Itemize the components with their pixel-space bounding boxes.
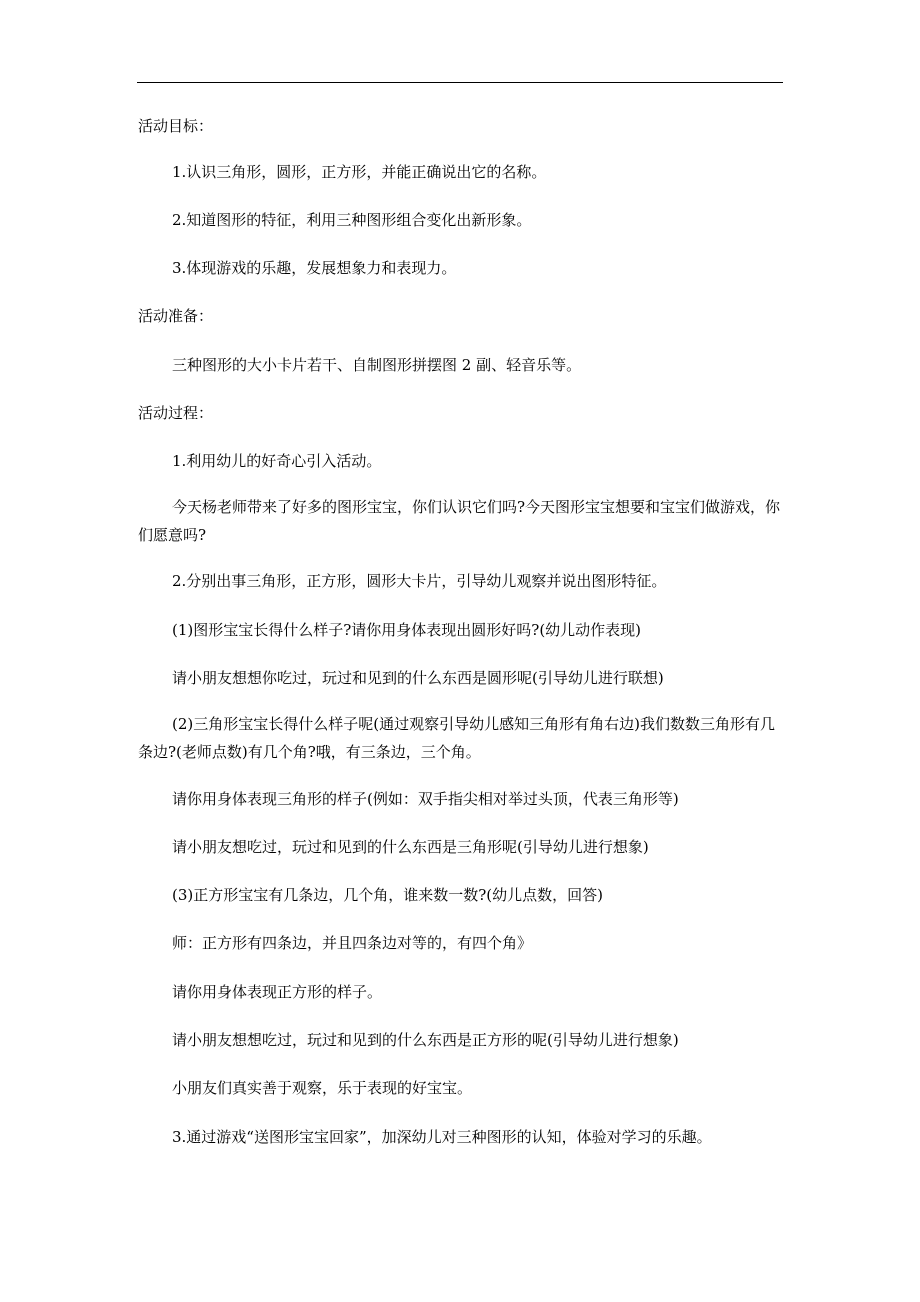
process-step: 3.通过游戏“送图形宝宝回家”，加深幼儿对三种图形的认知，体验对学习的乐趣。 xyxy=(172,1128,712,1146)
process-paragraph: (2)三角形宝宝长得什么样子呢(通过观察引导幼儿感知三角形有角右边)我们数数三角形有几条边?(老师点数)有几个角?哦，有三条边，三个角。 xyxy=(138,715,775,761)
goal-item: 1.认识三角形，圆形，正方形，并能正确说出它的名称。 xyxy=(172,163,547,181)
process-step: 2.分别出事三角形，正方形，圆形大卡片，引导幼儿观察并说出图形特征。 xyxy=(172,572,667,590)
process-heading: 活动过程： xyxy=(138,404,214,422)
goal-item: 2.知道图形的特征，利用三种图形组合变化出新形象。 xyxy=(172,211,532,229)
process-paragraph: 师：正方形有四条边，并且四条边对等的，有四个角》 xyxy=(172,934,533,952)
process-paragraph: 今天杨老师带来了好多的图形宝宝，你们认识它们吗?今天图形宝宝想要和宝宝们做游戏，你们愿意吗? xyxy=(138,498,781,544)
process-paragraph: (1)图形宝宝长得什么样子?请你用身体表现出圆形好吗?(幼儿动作表现) xyxy=(172,621,642,639)
process-paragraph: 请小朋友想想吃过，玩过和见到的什么东西是正方形的呢(引导幼儿进行想象) xyxy=(172,1031,679,1049)
process-paragraph: 请你用身体表现正方形的样子。 xyxy=(172,983,383,1001)
goal-heading: 活动目标： xyxy=(138,117,214,135)
process-paragraph: (3)正方形宝宝有几条边，几个角，谁来数一数?(幼儿点数，回答) xyxy=(172,886,603,904)
process-paragraph: 请小朋友想想你吃过，玩过和见到的什么东西是圆形呢(引导幼儿进行联想) xyxy=(172,669,664,687)
process-paragraph: 小朋友们真实善于观察，乐于表现的好宝宝。 xyxy=(172,1079,473,1097)
process-paragraph: 请小朋友想吃过，玩过和见到的什么东西是三角形呢(引导幼儿进行想象) xyxy=(172,838,649,856)
header-rule xyxy=(137,82,783,83)
process-paragraph: 请你用身体表现三角形的样子(例如：双手指尖相对举过头顶，代表三角形等) xyxy=(172,790,679,808)
goal-item: 3.体现游戏的乐趣，发展想象力和表现力。 xyxy=(172,259,457,277)
prep-heading: 活动准备： xyxy=(138,307,214,325)
process-step: 1.利用幼儿的好奇心引入活动。 xyxy=(172,452,382,470)
prep-text: 三种图形的大小卡片若干、自制图形拼摆图 2 副、轻音乐等。 xyxy=(172,356,582,374)
